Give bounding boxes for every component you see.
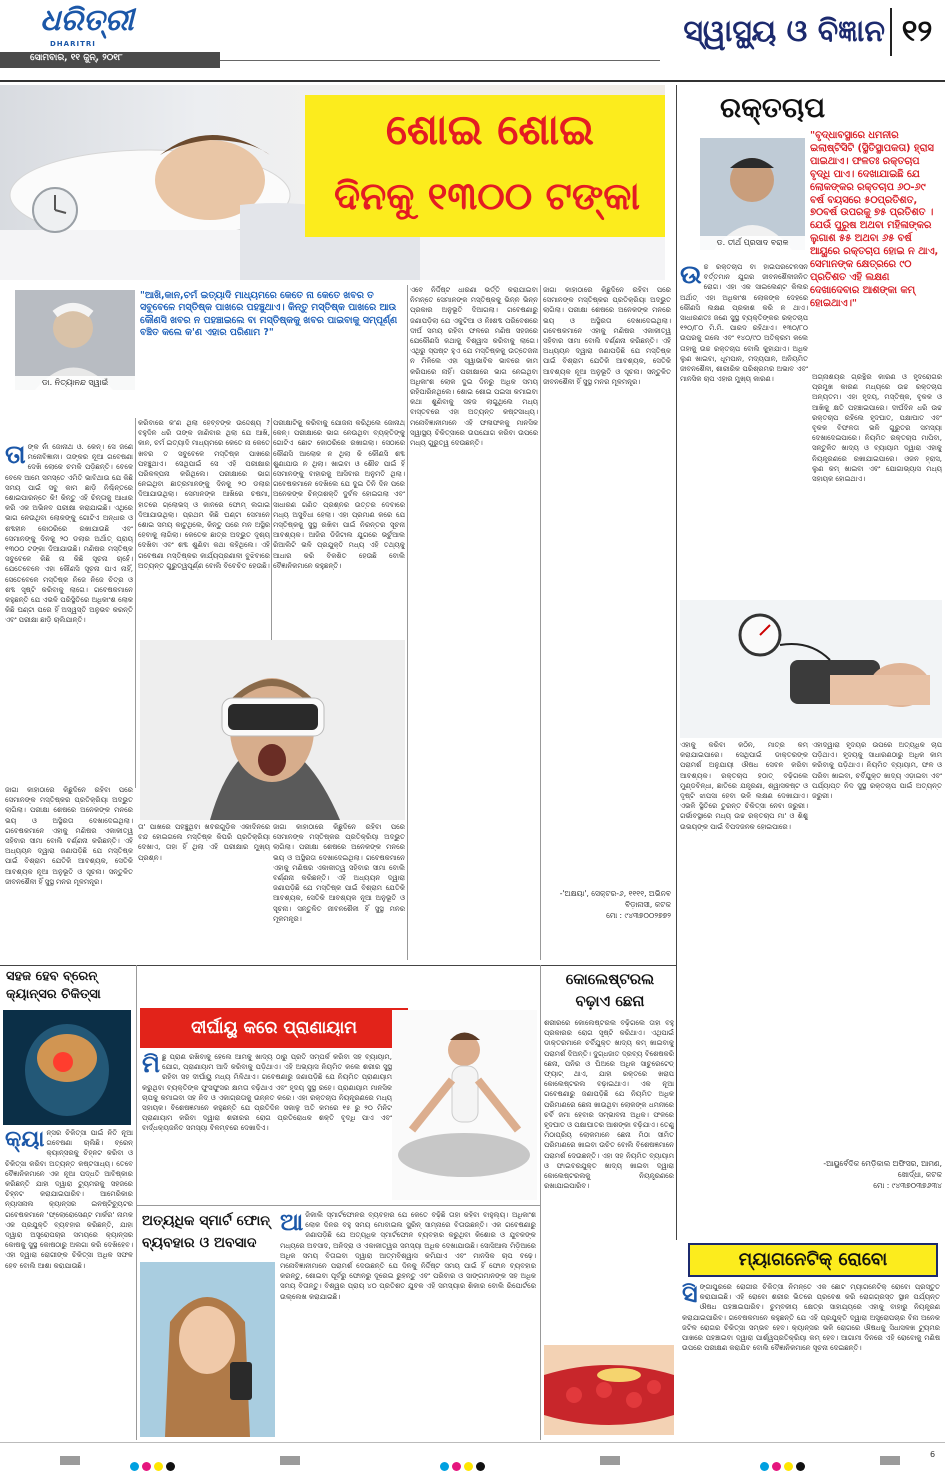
lead-body-6: ତା' ପାଖରେ ପହଞ୍ଚୁଥିବା ଖବରଗୁଡ଼ିକ ଏକାଦିନରେ ବନ୍ଦ ହୋଇଗଲେ ମସ୍ତିଷ୍କ କିପରି ପ୍ରତିକ୍ରିୟା ଦେଖାଏ, ତାହା ହିଁ ଥିଲା ଏହି ପରୀକ୍ଷାର ମୁଖ୍ୟ ପ୍ରଶ୍ନ। xyxy=(138,823,270,862)
section-rule xyxy=(0,965,676,966)
brain-title-line1: ସହଜ ହେବ ବ୍ରେନ୍ xyxy=(6,969,98,984)
column-rule xyxy=(540,965,541,1440)
registration-bar xyxy=(60,1456,80,1465)
bp-column-2 xyxy=(812,372,942,637)
cmyk-dots xyxy=(440,1456,488,1472)
robot-drop-cap: ସି xyxy=(682,1282,698,1308)
meditation-woman-photo xyxy=(392,1010,537,1200)
robot-column xyxy=(682,1282,940,1437)
pranayama-title: ଦୀର୍ଘାୟୁ କରେ ପ୍ରାଣାୟାମ xyxy=(191,1018,357,1038)
smartphone-title-line2: ବ୍ୟବହାର ଓ ଅବସାଦ xyxy=(142,1235,257,1251)
lead-column-2 xyxy=(138,418,270,636)
column-rule xyxy=(676,85,677,1240)
registration-bar xyxy=(600,1456,620,1465)
lead-body-5: ଜାଗା କାହାଠାରେ କିଛୁଦିନେ ରହିବା ପରେ ସେମାନଙ୍କ ମସ୍ତିଷ୍କର ପ୍ରତିକ୍ରିୟା ଅଦ୍ଭୁତ ଲାଗିଲା। ପରୀକ୍ଷା ଶେଷରେ ଅନେକଙ୍କ ମନରେ ଭୟ ଓ ଅସ୍ଥିରତା ଦେଖାଦେଇଥିଲା। ଗବେଷକମାନେ ଏହାକୁ ମଣିଷର ଏକାକୀତ୍ୱ ସହିବାର ସୀମା ବୋଲି ବର୍ଣ୍ଣନା କରିଛନ୍ତି। ଏହି ଅଧ୍ୟୟନ ଦ୍ୱାରା ଜଣାପଡ଼ିଛି ଯେ ମସ୍ତିଷ୍କ ପାଇଁ ବିଶ୍ରାମ ଯେତିକି ଆବଶ୍ୟକ, ସେତିକି ଆବଶ୍ୟକ ନୂଆ ଅନୁଭୂତି ଓ ସୂଚନା। ସନ୍ତୁଳିତ ଜୀବନଶୈଳୀ ହିଁ ସୁସ୍ଥ ମନର ମୂଳମନ୍ତ୍ର। xyxy=(273,823,405,923)
lead-column-1 xyxy=(5,442,133,782)
author-caption-barala: ଡ. ତୀର୍ଥ ପ୍ରସାଦ ବରାଳ xyxy=(700,236,805,250)
masthead xyxy=(0,0,945,80)
smartphone-body: ଜିକାଲି ସ୍ମାର୍ଟଫୋନର ବ୍ୟବହାର ଯେ କେତେ ବଢ଼ିଛି ତାହା କହିବା ବାହୁଲ୍ୟ। ଅଧିକାଂଶ ଲୋକ ଦିନର ବହୁ ସମୟ ମୋବାଇଲ ସ୍କ୍ରିନ୍ ସାମ୍ନାରେ ବିତାଉଛନ୍ତି। ଏକ ଗବେଷଣାରୁ ଜଣାପଡ଼ିଛି ଯେ ଅତ୍ୟଧିକ ସ୍ମାର୍ଟଫୋନ ବ୍ୟବହାର କରୁଥିବା କିଶୋର ଓ ଯୁବକଙ୍କ ମଧ୍ୟରେ ଅବସାଦ, ଅନିଦ୍ରା ଓ ଏକାକୀତ୍ୱର ସମସ୍ୟା ଅଧିକ ଦେଖାଯାଉଛି। ସୋସିଆଲ ମିଡ଼ିଆରେ ଅଧିକ ସମୟ ବିତାଇବା ଦ୍ୱାରା ଆତ୍ମବିଶ୍ୱାସ କମିଯାଏ ଏବଂ ମାନସିକ ଚାପ ବଢ଼େ। ମନୋବିଜ୍ଞାନୀମାନେ ପରାମର୍ଶ ଦେଉଛନ୍ତି ଯେ ଦିନକୁ ନିର୍ଦ୍ଦିଷ୍ଟ ସମୟ ପାଇଁ ହିଁ ଫୋନ ବ୍ୟବହାର କରନ୍ତୁ, ଶୋଇବା ପୂର୍ବରୁ ଫୋନରୁ ଦୂରେଇ ରୁହନ୍ତୁ ଏବଂ ପରିବାର ଓ ସାଙ୍ଗମାନଙ୍କ ସହ ଅଧିକ ସମୟ ବିତାନ୍ତୁ। ବିଶ୍ୱର ପ୍ରାୟ ୪୦ ପ୍ରତିଶତ ଯୁବକ ଏହି ସମସ୍ୟାର ଶିକାର ବୋଲି ରିପୋର୍ଟରେ ଉଲ୍ଲେଖ କରାଯାଇଛି। xyxy=(280,1211,536,1301)
smartphone-title-line1: ଅତ୍ୟଧିକ ସ୍ମାର୍ଟ ଫୋନ୍ xyxy=(142,1213,270,1229)
lead-signoff: -'ଅକ୍ଷୟା', ସେକ୍ଟର-୬, ୧୧୧୧, ଅଭିନବ ବିଡ଼ାନାସୀ, କଟକ ମୋ : ୯୪୩୭୦୦୨୭୭୨ xyxy=(559,889,671,920)
brain-column xyxy=(5,1128,133,1433)
vr-illustration xyxy=(140,640,405,820)
logo-text: ଧରିତ୍ରୀ xyxy=(40,3,134,38)
cholesterol-title-line2: ବଢ଼ାଏ ଛେନା xyxy=(575,992,645,1010)
lead-column-3 xyxy=(273,418,405,636)
bp-illustration xyxy=(680,600,942,738)
author-caption-swain: ଡା. ନିତ୍ୟାନନ୍ଦ ସ୍ୱାଇଁ xyxy=(15,376,135,390)
date-bar xyxy=(0,52,220,68)
portrait-placeholder xyxy=(700,138,805,250)
section-rule xyxy=(136,1205,540,1206)
masthead-rule xyxy=(220,60,660,61)
lead-body-1: ଙ୍କ ନାଁ ଜୋନାଥ ଓ. କେନ୍। ସେ ଜଣେ ମନୋବିଜ୍ଞାନୀ। ତାଙ୍କର ନୂଆ ଗବେଷଣା ଦେଖି ଲୋକେ ଚମକି ପଡ଼ିଛନ୍ତି। ବେଳେ ବେଳେ ଆମେ ସମସ୍ତେ ଏମିତି ଭାବିଥାଉ ଯେ କିଛି ସମୟ ପାଇଁ ସବୁ କାମ ଛାଡ଼ି ନିଶ୍ଚିନ୍ତରେ ଶୋଇପାରନ୍ତେ କି! କିନ୍ତୁ ଏହି ଚିନ୍ତାକୁ ଆଧାର କରି ଏକ ଅଭିନବ ପରୀକ୍ଷା କରାଯାଇଛି। ଏଥିରେ ଭାଗ ନେଉଥିବା ଲୋକଙ୍କୁ ଗୋଟିଏ ଅନ୍ଧାର ଓ ଶବ୍ଦହୀନ କୋଠରିରେ ରଖାଯାଉଛି ଏବଂ ସେମାନଙ୍କୁ ଦିନକୁ ୨୦ ଡଲାର ଅର୍ଥାତ୍ ପ୍ରାୟ ୧୩୦୦ ଟଙ୍କା ଦିଆଯାଉଛି। ମଣିଷର ମସ୍ତିଷ୍କ ସବୁବେଳେ କିଛି ନା କିଛି ସୂଚନା ଚାହେଁ। ଯେତେବେଳେ ଏହା କୌଣସି ସୂଚନା ପାଏ ନାହିଁ, ସେତେବେଳେ ମସ୍ତିଷ୍କ ନିଜେ ନିଜେ ଚିତ୍ର ଓ ଶବ୍ଦ ସୃଷ୍ଟି କରିବାକୁ ଲାଗେ। ଗବେଷକମାନେ କହୁଛନ୍ତି ଯେ ଏଭଳି ପରିସ୍ଥିତିରେ ଅଧିକାଂଶ ଲୋକ କିଛି ଘଣ୍ଟା ପରେ ହିଁ ଅସ୍ୱସ୍ତି ଅନୁଭବ କରନ୍ତି ଏବଂ ପରୀକ୍ଷା ଛାଡ଼ି ଚାଲିଯାନ୍ତି। xyxy=(5,443,133,625)
cholesterol-column xyxy=(544,1018,674,1343)
pranayama-body: ଛୁ ପ୍ରାଣ ରଖିବାକୁ ହେଲେ ଆମକୁ ଖାଦ୍ୟ ଠାରୁ ପ୍ରତି ସମ୍ପର୍କ କରିବା ସହ ବ୍ୟାୟାମ, ଯୋଗ, ପ୍ରାଣାୟାମ ଆଦି କରିବାକୁ ପଡ଼ିଥାଏ। ଏହି ଅଭ୍ୟାସ ନିୟମିତ କଲେ ଶରୀର ସୁସ୍ଥ ରହିବା ସହ ଦୀର୍ଘାୟୁ ମଧ୍ୟ ମିଳିଥାଏ। ଗବେଷଣାରୁ ଜଣାପଡ଼ିଛି ଯେ ନିୟମିତ ପ୍ରାଣାୟାମ କରୁଥିବା ବ୍ୟକ୍ତିଙ୍କ ଫୁସଫୁସର କ୍ଷମତା ବଢ଼ିଥାଏ ଏବଂ ହୃଦୟ ସୁସ୍ଥ ରହେ। ପ୍ରାଣାୟାମ ମାନସିକ ଚାପକୁ କମାଇବା ସହ ନିଦ ଓ ଏକାଗ୍ରତାକୁ ଉନ୍ନତ କରେ। ଏହା ରକ୍ତଚାପ ନିୟନ୍ତ୍ରଣରେ ମଧ୍ୟ ସହାୟକ। ବିଶେଷଜ୍ଞମାନେ କହୁଛନ୍ତି ଯେ ପ୍ରତିଦିନ ସକାଳୁ ଅତି କମରେ ୧୫ ରୁ ୨୦ ମିନିଟ ପ୍ରାଣାୟାମ କରିବା ଦ୍ୱାରା ଶରୀରର ରୋଗ ପ୍ରତିରୋଧକ ଶକ୍ତି ବୃଦ୍ଧି ପାଏ ଏବଂ ବାର୍ଦ୍ଧକ୍ୟଜନିତ ସମସ୍ୟା ବିଳମ୍ବରେ ଦେଖାଦିଏ। xyxy=(142,1053,392,1133)
bp-body-2: ଅଗ୍ନାଶୟର ଗ୍ରନ୍ଥିର କାରଣ ଓ ହୃଦରୋଗର ପ୍ରମୁଖ କାରଣ ମଧ୍ୟରେ ଉଚ୍ଚ ରକ୍ତଚାପ ଅନ୍ୟତମ। ଏହା ହୃଦୟ, ମସ୍ତିଷ୍କ, ବୃକକ ଓ ଆଖିକୁ କ୍ଷତି ପହଞ୍ଚାଇପାରେ। ଦୀର୍ଘଦିନ ଧରି ଉଚ୍ଚ ରକ୍ତଚାପ ରହିଲେ ହୃଦଘାତ, ପକ୍ଷାଘାତ ଏବଂ ବୃକକ ବିଫଳତା ଭଳି ଗୁରୁତର ସମସ୍ୟା ଦେଖାଦେଇପାରେ। ନିୟମିତ ରକ୍ତଚାପ ମାପିବା, ସନ୍ତୁଳିତ ଖାଦ୍ୟ ଓ ବ୍ୟାୟାମ ଦ୍ୱାରା ଏହାକୁ ନିୟନ୍ତ୍ରଣରେ ରଖାଯାଇପାରେ। ଓଜନ ହ୍ରାସ, ଲୁଣ କମ୍ ଖାଇବା ଏବଂ ଯୋଗାଭ୍ୟାସ ମଧ୍ୟ ସହାୟକ ହୋଇଥାଏ। xyxy=(812,373,942,484)
dharitri-logo[interactable] xyxy=(40,2,134,52)
cmyk-dots xyxy=(760,1456,808,1472)
bp-body-3: ଏହାକୁ କରିବା କଠିନ, ମାତ୍ର କମ୍ କରାଯାଇପାରେ। ସେଥିପାଇଁ ଡାକ୍ତରଙ୍କ ପରାମର୍ଶ ଅନୁଯାୟୀ ଔଷଧ ସେବନ କରିବା ଆବଶ୍ୟକ। ରକ୍ତଚାପ ହଠାତ୍ ବଢ଼ିଗଲେ ମୁଣ୍ଡବିନ୍ଧା, ଛାତିରେ ଯନ୍ତ୍ରଣା, ଶ୍ୱାସକଷ୍ଟ ଓ ଦୃଷ୍ଟି ଝାପସା ହେବା ଭଳି ଲକ୍ଷଣ ଦେଖାଯାଏ। ଏଭଳି ସ୍ଥିତିରେ ତୁରନ୍ତ ଚିକିତ୍ସା ନେବା ଜରୁରୀ। ଗର୍ଭାବସ୍ଥାରେ ମଧ୍ୟ ଉଚ୍ଚ ରକ୍ତଚାପ ମା' ଓ ଶିଶୁ ଉଭୟଙ୍କ ପାଇଁ ବିପଦଜନକ ହୋଇପାରେ। xyxy=(680,741,808,831)
pranayama-title-bar xyxy=(140,1008,408,1048)
lead-body-2: କରିବାରେ କ'ଣ ଥିଲା ହେବ୍ବଙ୍କ ଉଦ୍ଦେଶ୍ୟ ? ବହୁଦିନ ଧରି ତାଙ୍କ ଜାଣିବାର ଥିଲା ଯେ ଆଖି, କାନ, ଚର୍ମ ଇତ୍ୟାଦି ମାଧ୍ୟମରେ କେତେ ନା କେତେ ଖବର ତ ସବୁବେଳେ ମସ୍ତିଷ୍କ ପାଖରେ ପହଞ୍ଚୁଥାଏ। ସେଥିପାଇଁ ସେ ଏହି ପରୀକ୍ଷାର ପରିକଳ୍ପନା କରିଥିଲେ। ପରୀକ୍ଷାରେ ଭାଗ ନେଇଥିବା ଛାତ୍ରମାନଙ୍କୁ ଦିନକୁ ୨୦ ଡଲାର ଦିଆଯାଉଥିଲା। ସେମାନଙ୍କ ଆଖିରେ ଚଷମା, ହାତରେ ଗ୍ଲୋଭସ୍ ଓ କାନରେ ଫୋମ୍ ଲଗାଇ ଦିଆଯାଉଥିଲା। ପ୍ରଥମ କିଛି ଘଣ୍ଟା ସେମାନେ ଶୋଇ ସମୟ କାଟୁଥିଲେ, କିନ୍ତୁ ପରେ ମନ ଅସ୍ଥିର ହେବାକୁ ଲାଗିଲା। କେତେକ ଛାତ୍ର ଅଦ୍ଭୁତ ଦୃଶ୍ୟ ଦେଖିବା ଏବଂ ଶବ୍ଦ ଶୁଣିବା କଥା କହିଥିଲେ। ଏହି ଗବେଷଣା ମସ୍ତିଷ୍କର କାର୍ଯ୍ୟପ୍ରଣାଳୀ ବୁଝିବାରେ ଅତ୍ୟନ୍ତ ଗୁରୁତ୍ୱପୂର୍ଣ୍ଣ ବୋଲି ବିବେଚିତ ହେଉଛି। xyxy=(138,419,270,570)
column-rule xyxy=(136,965,137,1440)
bp-measurement-photo xyxy=(680,600,942,738)
bp-body-4: ଏହାଦ୍ୱାରା ହୃଦୟର ଉପରେ ଅତ୍ୟଧିକ ଚାପ ପଡ଼ିଥାଏ। ହୃଦୟକୁ ସାଧାରଣଠାରୁ ଅଧିକ କାମ କରିବାକୁ ପଡ଼ିଥାଏ। ନିୟମିତ ବ୍ୟାୟାମ, ଫଳ ଓ ପରିବା ଖାଇବା, ଚର୍ବିଯୁକ୍ତ ଖାଦ୍ୟ ଏଡ଼ାଇବା ଏବଂ ପର୍ଯ୍ୟାପ୍ତ ନିଦ ସୁସ୍ଥ ରକ୍ତଚାପ ପାଇଁ ଅତ୍ୟନ୍ତ ଜରୁରୀ। xyxy=(812,741,942,801)
meditation-illustration xyxy=(392,1010,537,1200)
artery-illustration xyxy=(544,1345,674,1435)
phone-woman-photo xyxy=(140,1262,275,1437)
sleeping-woman-photo xyxy=(0,85,665,280)
bp-signoff: -ଆୟୁର୍ବେଦିକ ମେଡ଼ିକାଲ ଅଫିସର, ଆମଣ, ଖୋର୍ଦ୍ଧା, କଟକ ମୋ : ୯୪୩୭୦୩୭୬୩୪ xyxy=(823,1159,942,1190)
robot-title: ମ୍ୟାଗନେଟିକ୍ ରୋବୋ xyxy=(738,1249,888,1270)
lead-column-1b xyxy=(5,785,133,960)
lead-headline-line1: ଶୋଇ ଶୋଇ xyxy=(385,105,595,154)
phone-illustration xyxy=(140,1262,275,1437)
bp-column-1 xyxy=(680,262,808,637)
registration-bar xyxy=(280,1456,300,1465)
bp-body-1: ଚ୍ଚ ରକ୍ତଚାପ ବା ହାଇପରଟେନସନ ବର୍ତ୍ତମାନ ଯୁଗର ଜୀବନଶୈଳୀଜନିତ ରୋଗ। ଏହା ଏକ ସାଇଲେଣ୍ଟ କିଲର ଅର୍ଥାତ୍ ଏହା ଅଧିକାଂଶ ଲୋକଙ୍କ ଦେହରେ କୌଣସି ଲକ୍ଷଣ ପ୍ରକାଶ କରି ନ ଥାଏ। ସାଧାରଣତଃ ଜଣେ ସୁସ୍ଥ ବ୍ୟକ୍ତିଙ୍କର ରକ୍ତଚାପ ୧୨୦/୮୦ ମି.ମି. ପାରଦ ରହିଥାଏ। ୧୩୦/୮୦ ଉପରକୁ ଗଲେ ଏବଂ ୧୪୦/୯୦ ଅତିକ୍ରମ କଲେ ତାହାକୁ ଉଚ୍ଚ ରକ୍ତଚାପ ବୋଲି କୁହାଯାଏ। ଅଧିକ ଲୁଣ ଖାଇବା, ଧୂମପାନ, ମଦ୍ୟପାନ, ଅନିୟମିତ ଜୀବନଶୈଳୀ, ଶାରୀରିକ ପରିଶ୍ରମର ଅଭାବ ଏବଂ ମାନସିକ ଚାପ ଏହାର ମୁଖ୍ୟ କାରଣ। xyxy=(680,263,808,384)
robot-title-box xyxy=(688,1243,938,1277)
lead-column-5 xyxy=(543,285,671,885)
brain-illustration xyxy=(3,1010,131,1125)
column-rule xyxy=(135,418,136,788)
smartphone-drop-cap: ଆ xyxy=(280,1210,304,1236)
pranayama-drop-cap: ମି xyxy=(142,1052,160,1078)
masthead-bottom-rule xyxy=(0,80,945,82)
lead-body-3: ପରୀକ୍ଷାଟିକୁ କରିବାକୁ ଯୋଜନା କରିଥିଲେ ଜୋନାଥ୍ କେନ୍। ପରୀକ୍ଷାରେ ଭାଗ ନେଉଥିବା ବ୍ୟକ୍ତିଙ୍କୁ ଗୋଟିଏ ଛୋଟ କୋଠରିରେ ରଖାଗଲା। ସେଠାରେ କୌଣସି ଆଲୋକ ନ ଥିଲା କି କୌଣସି ଶବ୍ଦ ଶୁଣାଯାଉ ନ ଥିଲା। ଖାଇବା ଓ ଶୌଚ ପାଇଁ ହିଁ ସେମାନଙ୍କୁ ବାହାରକୁ ଆସିବାର ଅନୁମତି ଥିଲା। ଗବେଷକମାନେ ଦେଖିଲେ ଯେ ଦୁଇ ତିନି ଦିନ ପରେ ଅନେକଙ୍କ ଚିନ୍ତାଶକ୍ତି ଦୁର୍ବଳ ହୋଇଗଲା ଏବଂ ସାଧାରଣ ଗଣିତ ପ୍ରଶ୍ନର ଉତ୍ତର ଦେବାରେ ମଧ୍ୟ ଅସୁବିଧା ହେଲା। ଏହା ପ୍ରମାଣ କରେ ଯେ ମସ୍ତିଷ୍କକୁ ସୁସ୍ଥ ରଖିବା ପାଇଁ ନିରନ୍ତର ସୂଚନା ଆବଶ୍ୟକ। ଆଜିର ଡିଜିଟାଲ ଯୁଗରେ ଭର୍ଚୁଆଲ ରିଆଲିଟି ଭଳି ପ୍ରଯୁକ୍ତି ମଧ୍ୟ ଏହି ତଥ୍ୟକୁ ଆଧାର କରି ବିକଶିତ ହେଉଛି ବୋଲି ବୈଜ୍ଞାନିକମାନେ କହୁଛନ୍ତି। xyxy=(273,419,405,570)
bp-drop-cap: ଉ xyxy=(680,262,702,290)
issue-date: ସୋମବାର, ୧୧ ଜୁନ୍, ୨୦୧୮ xyxy=(30,53,123,63)
smartphone-column xyxy=(280,1210,536,1435)
lead-column-3b xyxy=(273,822,405,962)
cholesterol-title-line1: କୋଲେଷ୍ଟରଲ xyxy=(565,970,655,988)
lead-quote: "ଆଖି,କାନ,ଚର୍ମ ଇତ୍ୟାଦି ମାଧ୍ୟମରେ କେତେ ନା କେତେ ଖବର ତ ସବୁବେଳେ ମସ୍ତିଷ୍କ ପାଖରେ ପହଞ୍ଚୁଥାଏ। କିନ୍ତୁ ମସ୍ତିଷ୍କ ପାଖରେ ଆଉ କୌଣସି ଖବର ନ ପହଞ୍ଚାଇଲେ ବା ମସ୍ତିଷ୍କକୁ ଖବର ପାଇବାକୁ ସମ୍ପୂର୍ଣ୍ଣ ବଞ୍ଚିତ କଲେ କ'ଣ ଏହାର ପରିଣାମ ?" xyxy=(140,290,398,338)
brain-drop-cap: କ୍ୟା xyxy=(5,1128,45,1152)
column-rule xyxy=(540,285,541,960)
page-number: ୧୨ xyxy=(890,8,942,56)
bp-title: ରକ୍ତଚାପ xyxy=(720,91,826,124)
bp-column-4 xyxy=(812,740,942,1155)
portrait-placeholder xyxy=(15,290,135,390)
blood-cells-photo xyxy=(544,1345,674,1435)
vr-headset-man-photo xyxy=(140,640,405,820)
lead-column-2b xyxy=(138,822,270,962)
bp-column-3 xyxy=(680,740,808,1170)
brain-scan-photo xyxy=(3,1010,131,1125)
author-photo-barala xyxy=(700,138,805,250)
author-photo-swain xyxy=(15,290,135,390)
print-registration-marks xyxy=(0,1450,945,1472)
robot-body: ଙ୍ଗାପୁରରେ ରୋଗୀର ଚିକିତ୍ସା ନିମନ୍ତେ ଏକ ଛୋଟ ମ୍ୟାଗନେଟିକ୍ ରୋବୋ ପ୍ରସ୍ତୁତ କରାଯାଇଛି। ଏହି ରୋବୋ ଶରୀର ଭିତରେ ପ୍ରବେଶ କରି ରୋଗଗ୍ରସ୍ତ ସ୍ଥାନ ପର୍ଯ୍ୟନ୍ତ ଔଷଧ ପହଞ୍ଚାଇପାରିବ। ଚୁମ୍ବକୀୟ କ୍ଷେତ୍ର ସାହାଯ୍ୟରେ ଏହାକୁ ବାହାରୁ ନିୟନ୍ତ୍ରଣ କରାଯାଇପାରିବ। ଗବେଷକମାନେ କହୁଛନ୍ତି ଯେ ଏହି ପ୍ରଯୁକ୍ତି ଦ୍ୱାରା ଅସ୍ତ୍ରୋପଚାର ବିନା ଅନେକ ଜଟିଳ ରୋଗର ଚିକିତ୍ସା ସମ୍ଭବ ହେବ। କ୍ୟାନ୍ସର ଭଳି ରୋଗରେ ଔଷଧକୁ ସିଧାସଳଖ ଟ୍ୟୁମର ପାଖରେ ପହଞ୍ଚାଇବା ଦ୍ୱାରା ପାର୍ଶ୍ୱପ୍ରତିକ୍ରିୟା କମ୍ ହେବ। ଆଗାମୀ ଦିନରେ ଏହି ରୋବୋକୁ ମଣିଷ ଉପରେ ପରୀକ୍ଷଣ କରାଯିବ ବୋଲି ବୈଜ୍ଞାନିକମାନେ ସୂଚନା ଦେଇଛନ୍ତି। xyxy=(682,1283,940,1353)
brain-body: ନ୍ସର ଚିକିତ୍ସା ପାଇଁ ନିତି ନୂଆ ଗବେଷଣା ଚାଲିଛି। ବ୍ରେନ୍ କ୍ୟାନ୍ସରକୁ ଚିହ୍ନଟ କରିବା ଓ ଚିକିତ୍ସା କରିବା ଅତ୍ୟନ୍ତ କଷ୍ଟସାଧ୍ୟ। ତେବେ ବୈଜ୍ଞାନିକମାନେ ଏକ ନୂଆ ପଦ୍ଧତି ଆବିଷ୍କାର କରିଛନ୍ତି ଯାହା ଦ୍ୱାରା ଟ୍ୟୁମରକୁ ସହଜରେ ଚିହ୍ନଟ କରାଯାଇପାରିବ। ଆମେରିକାର ନ୍ୟାସନାଲ କ୍ୟାନ୍ସର ଇନଷ୍ଟିଚ୍ୟୁଟର ଗବେଷକମାନେ 'ଫ୍ଲୋରୋସେଣ୍ଟ ମାର୍କର' ନାମକ ଏକ ପ୍ରଯୁକ୍ତି ବ୍ୟବହାର କରିଛନ୍ତି, ଯାହା ଦ୍ୱାରା ଅସ୍ତ୍ରୋପଚାର ସମୟରେ କ୍ୟାନ୍ସର କୋଷକୁ ସୁସ୍ଥ କୋଷଠାରୁ ଅଲଗା କରି ଦେଖିହେବ। ଏହା ଦ୍ୱାରା ରୋଗୀଙ୍କ ଚିକିତ୍ସା ଅଧିକ ସଫଳ ହେବ ବୋଲି ଆଶା କରାଯାଉଛି। xyxy=(5,1129,133,1270)
lead-column-4 xyxy=(410,285,538,955)
lead-body-5c: ଜାଗା କାହାଠାରେ କିଛୁଦିନେ ରହିବା ପରେ ସେମାନଙ୍କ ମସ୍ତିଷ୍କର ପ୍ରତିକ୍ରିୟା ଅଦ୍ଭୁତ ଲାଗିଲା। ପରୀକ୍ଷା ଶେଷରେ ଅନେକଙ୍କ ମନରେ ଭୟ ଓ ଅସ୍ଥିରତା ଦେଖାଦେଇଥିଲା। ଗବେଷକମାନେ ଏହାକୁ ମଣିଷର ଏକାକୀତ୍ୱ ସହିବାର ସୀମା ବୋଲି ବର୍ଣ୍ଣନା କରିଛନ୍ତି। ଏହି ଅଧ୍ୟୟନ ଦ୍ୱାରା ଜଣାପଡ଼ିଛି ଯେ ମସ୍ତିଷ୍କ ପାଇଁ ବିଶ୍ରାମ ଯେତିକି ଆବଶ୍ୟକ, ସେତିକି ଆବଶ୍ୟକ ନୂଆ ଅନୁଭୂତି ଓ ସୂଚନା। ସନ୍ତୁଳିତ ଜୀବନଶୈଳୀ ହିଁ ସୁସ୍ଥ ମନର ମୂଳମନ୍ତ୍ର। xyxy=(543,286,671,386)
pranayama-column xyxy=(142,1052,392,1172)
page-marker: 6 xyxy=(930,1450,936,1459)
lead-body-4: ଏବେ ନିର୍ଦ୍ଦିଷ୍ଟ ଧାରଣା ଭର୍ତ୍ତି କରାଯାଇବା ନିମନ୍ତେ ସେମାନଙ୍କ ମସ୍ତିଷ୍କକୁ ଭିନ୍ନ ଭିନ୍ନ ପ୍ରକାର ଅନୁଭୂତି ଦିଆଗଲା। ଗବେଷଣାରୁ ଜଣାପଡ଼ିଲା ଯେ ଏକୁଟିଆ ଓ ନିଃଶବ୍ଦ ପରିବେଶରେ ଦୀର୍ଘ ସମୟ ରହିବା ଫଳରେ ମଣିଷ ସହଜରେ ଯେକୌଣସି କଥାକୁ ବିଶ୍ୱାସ କରିବାକୁ ଲାଗେ। ଏଥିରୁ ସ୍ପଷ୍ଟ ହୁଏ ଯେ ମସ୍ତିଷ୍କକୁ ଉତ୍ତେଜନା ନ ମିଳିଲେ ଏହା ସ୍ୱାଭାବିକ ଭାବରେ କାମ କରିପାରେ ନାହିଁ। ପରୀକ୍ଷାରେ ଭାଗ ନେଇଥିବା ଅଧିକାଂଶ ଲୋକ ଦୁଇ ଦିନରୁ ଅଧିକ ସମୟ ରହିପାରିନଥିଲେ। ଶୋଇ ଶୋଇ ପଇସା କମାଇବା କଥା ଶୁଣିବାକୁ ସହଜ ଲାଗୁଥିଲେ ମଧ୍ୟ ବାସ୍ତବରେ ଏହା ଅତ୍ୟନ୍ତ କଷ୍ଟସାଧ୍ୟ। ମନୋବିଜ୍ଞାନୀମାନେ ଏହି ଫଳାଫଳକୁ ମାନସିକ ସ୍ୱାସ୍ଥ୍ୟ ଚିକିତ୍ସାରେ ଉପଯୋଗ କରିବା ଉପରେ ମଧ୍ୟ ଗୁରୁତ୍ୱ ଦେଉଛନ୍ତି। xyxy=(410,286,538,448)
lead-body-5b: ଜାଗା କାହାଠାରେ କିଛୁଦିନେ ରହିବା ପରେ ସେମାନଙ୍କ ମସ୍ତିଷ୍କର ପ୍ରତିକ୍ରିୟା ଅଦ୍ଭୁତ ଲାଗିଲା। ପରୀକ୍ଷା ଶେଷରେ ଅନେକଙ୍କ ମନରେ ଭୟ ଓ ଅସ୍ଥିରତା ଦେଖାଦେଇଥିଲା। ଗବେଷକମାନେ ଏହାକୁ ମଣିଷର ଏକାକୀତ୍ୱ ସହିବାର ସୀମା ବୋଲି ବର୍ଣ୍ଣନା କରିଛନ୍ତି। ଏହି ଅଧ୍ୟୟନ ଦ୍ୱାରା ଜଣାପଡ଼ିଛି ଯେ ମସ୍ତିଷ୍କ ପାଇଁ ବିଶ୍ରାମ ଯେତିକି ଆବଶ୍ୟକ, ସେତିକି ଆବଶ୍ୟକ ନୂଆ ଅନୁଭୂତି ଓ ସୂଚନା। ସନ୍ତୁଳିତ ଜୀବନଶୈଳୀ ହିଁ ସୁସ୍ଥ ମନର ମୂଳମନ୍ତ୍ର। xyxy=(5,786,133,886)
column-rule xyxy=(407,285,408,960)
lead-drop-cap: ତା xyxy=(5,442,26,470)
logo-subtitle: DHARITRI xyxy=(50,40,96,48)
cholesterol-body: ଶରୀରରେ କୋଲେଷ୍ଟରଲ ବଢ଼ିଗଲେ ତାହା ବହୁ ପ୍ରକାରର ରୋଗ ସୃଷ୍ଟି କରିଥାଏ। ଏଥିପାଇଁ ଡାକ୍ତରମାନେ ଚର୍ବିଯୁକ୍ତ ଖାଦ୍ୟ କମ୍ ଖାଇବାକୁ ପରାମର୍ଶ ଦିଅନ୍ତି। ଦୁଗ୍ଧଜାତ ଦ୍ରବ୍ୟ ବିଶେଷକରି ଛେନା, ପନିର ଓ ଘିଅରେ ଅଧିକ ସାଚୁରେଟେଡ୍ ଫ୍ୟାଟ୍ ଥାଏ, ଯାହା ରକ୍ତରେ ଖରାପ କୋଲେଷ୍ଟରଲ ବଢ଼ାଇଥାଏ। ଏକ ନୂଆ ଗବେଷଣାରୁ ଜଣାପଡ଼ିଛି ଯେ ନିୟମିତ ଅଧିକ ପରିମାଣରେ ଛେନା ଖାଉଥିବା ଲୋକଙ୍କ ଧମନୀରେ ଚର୍ବି ଜମା ହେବାର ସମ୍ଭାବନା ଅଧିକ। ଫଳରେ ହୃଦଘାତ ଓ ପକ୍ଷାଘାତର ଆଶଙ୍କା ବଢ଼ିଯାଏ। ତେଣୁ ମିଠାପ୍ରିୟ ଲୋକମାନେ ଛେନା ମିଠା ସୀମିତ ପରିମାଣରେ ଖାଇବା ଉଚିତ ବୋଲି ବିଶେଷଜ୍ଞମାନେ ପରାମର୍ଶ ଦେଉଛନ୍ତି। ଏହା ସହ ନିୟମିତ ବ୍ୟାୟାମ ଓ ଫାଇବରଯୁକ୍ତ ଖାଦ୍ୟ ଖାଇବା ଦ୍ୱାରା କୋଲେଷ୍ଟରଲକୁ ନିୟନ୍ତ୍ରଣରେ ରଖାଯାଇପାରିବ। xyxy=(544,1019,674,1191)
lead-headline-line2: ଦିନକୁ ୧୩୦୦ ଟଙ୍କା xyxy=(333,174,641,218)
bp-highlight: "ବୃଦ୍ଧାବସ୍ଥାରେ ଧମନୀର ଇଲାଷ୍ଟିସିଟି (ସ୍ଥିତିସ୍ଥାପକତା) ହ୍ରାସ ପାଇଥାଏ। ଫଳତଃ ରକ୍ତଚାପ ବୃଦ୍ଧି ପାଏ। ଦେଖାଯାଇଛି ଯେ ଲୋକଙ୍କର ରକ୍ତଚାପ ୬୦-୬୯ ବର୍ଷ ବୟସରେ ୫୦ପ୍ରତିଶତ, ୭୦ବର୍ଷ ଉପରକୁ ୭୫ ପ୍ରତିଶତ । ଯେଉଁ ପୁରୁଷ ଅଥବା ମହିଳାଙ୍କର ଲୁଗାଶ ୫୫ ଅଥବା ୬୫ ବର୍ଷ ଆୟୁରେ ରକ୍ତଚାପ ହୋଇ ନ ଥାଏ, ସେମାନଙ୍କ କ୍ଷେତ୍ରରେ ୯୦ ପ୍ରତିଶତ ଏହି ଲକ୍ଷଣ ଦେଖାଦେବାର ଆଶଙ୍କା କମ୍ ହୋଇଥାଏ।" xyxy=(810,130,939,309)
section-title: ସ୍ୱାସ୍ଥ୍ୟ ଓ ବିଜ୍ଞାନ xyxy=(683,14,885,49)
cmyk-dots xyxy=(130,1456,178,1472)
registration-bar xyxy=(880,1456,900,1465)
footer-rule xyxy=(0,1442,945,1443)
brain-title-line2: କ୍ୟାନ୍ସର ଚିକିତ୍ସା xyxy=(6,987,101,1002)
